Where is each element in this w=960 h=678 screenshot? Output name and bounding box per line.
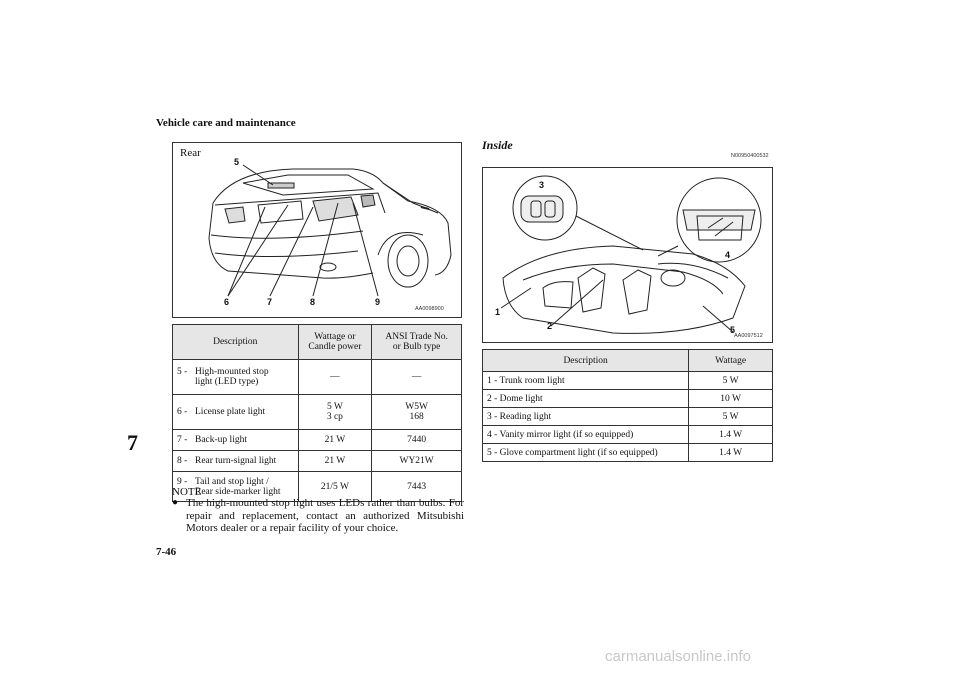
callout-5: 5 [234,157,240,167]
col-header-description: Description [173,325,299,360]
row-number: 9 - [177,476,188,487]
col-header-wattage: Wattage or Candle power [298,325,372,360]
table-row [173,430,462,451]
rear-figure-label: Rear [180,147,201,159]
row-wattage: 5 W 3 cp [298,395,372,430]
table-row [483,408,773,426]
inside-callout-5: 5 [730,325,736,335]
row-description: Back-up light [195,435,247,445]
note-text: The high-mounted stop light uses LEDs rather than bulbs. For repair and replacement, contact an authorized Mitsubishi Motors dealer or a repair facility of your choice. [186,497,464,534]
row-trade-no: WY21W [372,451,462,472]
rear-car-illustration [173,143,461,317]
row-trade-no: W5W 168 [372,395,462,430]
table-row [483,444,773,462]
rear-lights-figure [172,142,462,318]
row-description: 5 - Glove compartment light (if so equipped) [483,444,689,462]
row-description: Tail and stop light / Rear side-marker light [195,476,281,497]
row-description: High-mounted stop light (LED type) [195,367,269,387]
inside-section-title: Inside [482,138,513,152]
inside-col-header-wattage: Wattage [689,350,773,372]
row-wattage: 21 W [298,430,372,451]
table-row [173,360,462,395]
note-title: NOTE [172,486,202,498]
row-description: Rear turn-signal light [195,456,277,466]
watermark: carmanualsonline.info [605,648,751,665]
table-row [173,395,462,430]
inside-bulb-table [482,349,773,462]
table-row [483,390,773,408]
row-description: 4 - Vanity mirror light (if so equipped) [483,426,689,444]
bullet-icon: ● [172,497,179,508]
inside-callout-4: 4 [725,250,731,260]
inside-lights-figure [482,167,773,343]
row-number: 5 - [177,367,188,377]
row-wattage: 10 W [689,390,773,408]
callout-8: 8 [310,297,316,307]
callout-9: 9 [375,297,381,307]
callout-7: 7 [267,297,273,307]
row-wattage: 5 W [689,372,773,390]
inside-callout-3: 3 [539,180,545,190]
rear-bulb-table [172,324,462,502]
table-row [173,451,462,472]
row-description: 2 - Dome light [483,390,689,408]
note-body [172,497,464,535]
row-trade-no: 7440 [372,430,462,451]
page-number: 7-46 [156,546,177,558]
inside-figure-code: AA0097512 [734,333,763,339]
table-row [483,426,773,444]
table-row [483,372,773,390]
row-description: 1 - Trunk room light [483,372,689,390]
inside-col-header-description: Description [483,350,689,372]
page-header: Vehicle care and maintenance [156,117,296,129]
row-description: License plate light [195,407,266,417]
row-wattage: 1.4 W [689,444,773,462]
row-trade-no: — [372,360,462,395]
row-wattage: 5 W [689,408,773,426]
row-wattage: 1.4 W [689,426,773,444]
col-header-trade-no: ANSI Trade No. or Bulb type [372,325,462,360]
row-description: 3 - Reading light [483,408,689,426]
callout-6: 6 [224,297,230,307]
inside-callout-2: 2 [547,321,553,331]
inside-ref-code: N00950400532 [731,153,769,159]
row-wattage: 21 W [298,451,372,472]
row-trade-no: 7443 [372,472,462,502]
chapter-tab: 7 [127,430,138,455]
row-number: 8 - [177,456,188,466]
rear-figure-code: AA0098900 [415,306,444,312]
row-number: 6 - [177,407,188,417]
inside-callout-1: 1 [495,307,501,317]
row-wattage: 21/5 W [298,472,372,502]
row-wattage: — [298,360,372,395]
row-number: 7 - [177,435,188,445]
